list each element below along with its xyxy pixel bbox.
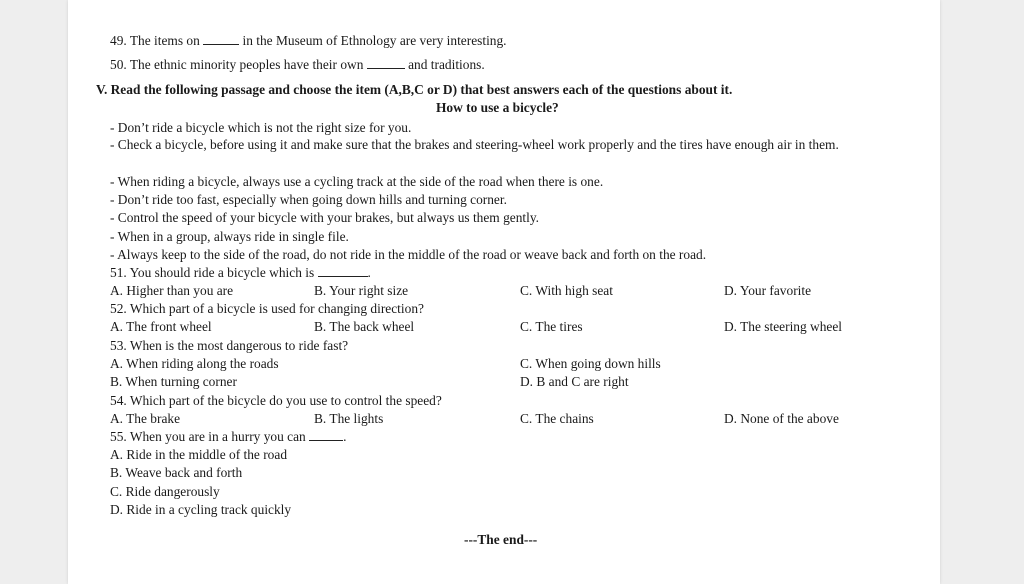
option-c[interactable]: C. With high seat: [520, 283, 613, 298]
question-50: 50. The ethnic minority peoples have their own and traditions.: [110, 57, 485, 72]
option-b[interactable]: B. The lights: [314, 411, 384, 426]
answer-blank[interactable]: [367, 56, 405, 69]
passage-line: - Always keep to the side of the road, do not ride in the middle of the road or weave back and forth on the road.: [110, 247, 707, 262]
passage-line: - When riding a bicycle, always use a cycling track at the side of the road when there is one.: [110, 174, 604, 189]
answer-blank[interactable]: [309, 428, 343, 441]
answer-blank[interactable]: [203, 32, 239, 45]
option-c[interactable]: C. When going down hills: [520, 356, 661, 371]
option-b[interactable]: B. When turning corner: [110, 374, 237, 389]
question-51-stem: 51. You should ride a bicycle which is .: [110, 265, 371, 280]
question-52-stem: 52. Which part of a bicycle is used for changing direction?: [110, 301, 424, 316]
passage-line: - Don’t ride a bicycle which is not the right size for you.: [110, 120, 412, 135]
passage-line: - Control the speed of your bicycle with your brakes, but always us them gently.: [110, 210, 540, 225]
end-marker: ---The end---: [464, 532, 538, 547]
question-49: 49. The items on in the Museum of Ethnology are very interesting.: [110, 33, 507, 48]
option-a[interactable]: A. When riding along the roads: [110, 356, 279, 371]
section-heading: V. Read the following passage and choose the item (A,B,C or D) that best answers each of the questions about it.: [96, 82, 733, 97]
document-page: [68, 0, 940, 584]
question-54-stem: 54. Which part of the bicycle do you use to control the speed?: [110, 393, 442, 408]
option-d[interactable]: D. Ride in a cycling track quickly: [110, 502, 292, 517]
option-a[interactable]: A. Higher than you are: [110, 283, 234, 298]
passage-line: - Don’t ride too fast, especially when going down hills and turning corner.: [110, 192, 507, 207]
option-d[interactable]: D. The steering wheel: [724, 319, 842, 334]
answer-blank[interactable]: [318, 264, 368, 277]
option-a[interactable]: A. The brake: [110, 411, 181, 426]
option-c[interactable]: C. The chains: [520, 411, 594, 426]
option-d[interactable]: D. None of the above: [724, 411, 839, 426]
option-b[interactable]: B. The back wheel: [314, 319, 415, 334]
option-a[interactable]: A. The front wheel: [110, 319, 212, 334]
question-55-stem: 55. When you are in a hurry you can .: [110, 429, 347, 444]
option-b[interactable]: B. Your right size: [314, 283, 409, 298]
option-c[interactable]: C. The tires: [520, 319, 583, 334]
question-53-stem: 53. When is the most dangerous to ride fast?: [110, 338, 349, 353]
passage-line: - Check a bicycle, before using it and make sure that the brakes and steering-wheel work properly and the tires have enough air in them.: [110, 137, 839, 152]
option-b[interactable]: B. Weave back and forth: [110, 465, 243, 480]
option-d[interactable]: D. Your favorite: [724, 283, 812, 298]
option-c[interactable]: C. Ride dangerously: [110, 484, 220, 499]
passage-line: - When in a group, always ride in single file.: [110, 229, 349, 244]
option-a[interactable]: A. Ride in the middle of the road: [110, 447, 288, 462]
passage-title: How to use a bicycle?: [436, 100, 559, 115]
option-d[interactable]: D. B and C are right: [520, 374, 629, 389]
